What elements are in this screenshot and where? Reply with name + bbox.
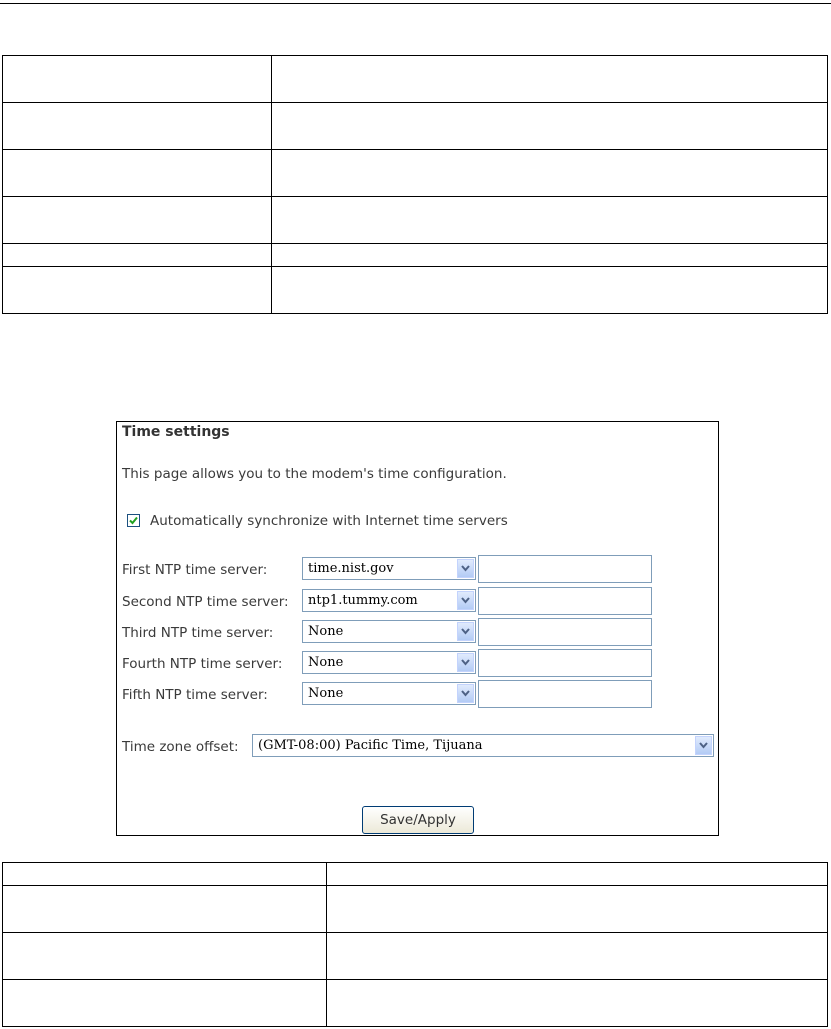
checkmark-icon <box>128 515 139 526</box>
table-row <box>3 103 828 150</box>
table-row <box>3 56 828 103</box>
chevron-down-icon[interactable] <box>457 684 474 703</box>
page-description: This page allows you to the modem's time configuration. <box>122 466 507 482</box>
save-apply-button[interactable]: Save/Apply <box>362 806 474 834</box>
table-row <box>3 933 828 980</box>
document-table-bottom <box>2 862 828 1027</box>
third-ntp-value: None <box>308 624 344 639</box>
top-rule <box>0 3 831 4</box>
fourth-ntp-custom-input[interactable] <box>478 649 652 677</box>
third-ntp-label: Third NTP time server: <box>122 625 274 641</box>
chevron-down-icon[interactable] <box>695 736 712 755</box>
first-ntp-label: First NTP time server: <box>122 562 268 578</box>
first-ntp-value: time.nist.gov <box>308 561 394 576</box>
time-settings-panel <box>116 421 719 836</box>
second-ntp-value: ntp1.tummy.com <box>308 593 418 608</box>
chevron-down-icon[interactable] <box>457 559 474 578</box>
auto-sync-label: Automatically synchronize with Internet time servers <box>150 513 508 529</box>
table-row <box>3 150 828 197</box>
timezone-select[interactable] <box>252 734 714 757</box>
page-title: Time settings <box>122 424 230 440</box>
second-ntp-custom-input[interactable] <box>478 587 652 615</box>
fifth-ntp-custom-input[interactable] <box>478 680 652 708</box>
fifth-ntp-label: Fifth NTP time server: <box>122 687 268 703</box>
fifth-ntp-select[interactable] <box>302 682 476 705</box>
timezone-label: Time zone offset: <box>122 739 239 755</box>
table-row <box>3 267 828 314</box>
chevron-down-icon[interactable] <box>457 622 474 641</box>
fourth-ntp-label: Fourth NTP time server: <box>122 656 283 672</box>
table-row <box>3 197 828 244</box>
second-ntp-select[interactable] <box>302 589 476 612</box>
chevron-down-icon[interactable] <box>457 591 474 610</box>
second-ntp-label: Second NTP time server: <box>122 594 289 610</box>
timezone-value: (GMT-08:00) Pacific Time, Tijuana <box>258 738 483 753</box>
table-row <box>3 244 828 267</box>
fourth-ntp-select[interactable] <box>302 651 476 674</box>
first-ntp-select[interactable] <box>302 557 476 580</box>
document-table-top <box>2 55 828 314</box>
table-row <box>3 863 828 886</box>
first-ntp-custom-input[interactable] <box>478 555 652 583</box>
table-row <box>3 886 828 933</box>
third-ntp-custom-input[interactable] <box>478 618 652 646</box>
auto-sync-checkbox[interactable] <box>127 514 140 527</box>
chevron-down-icon[interactable] <box>457 653 474 672</box>
fourth-ntp-value: None <box>308 655 344 670</box>
third-ntp-select[interactable] <box>302 620 476 643</box>
table-row <box>3 980 828 1027</box>
fifth-ntp-value: None <box>308 686 344 701</box>
